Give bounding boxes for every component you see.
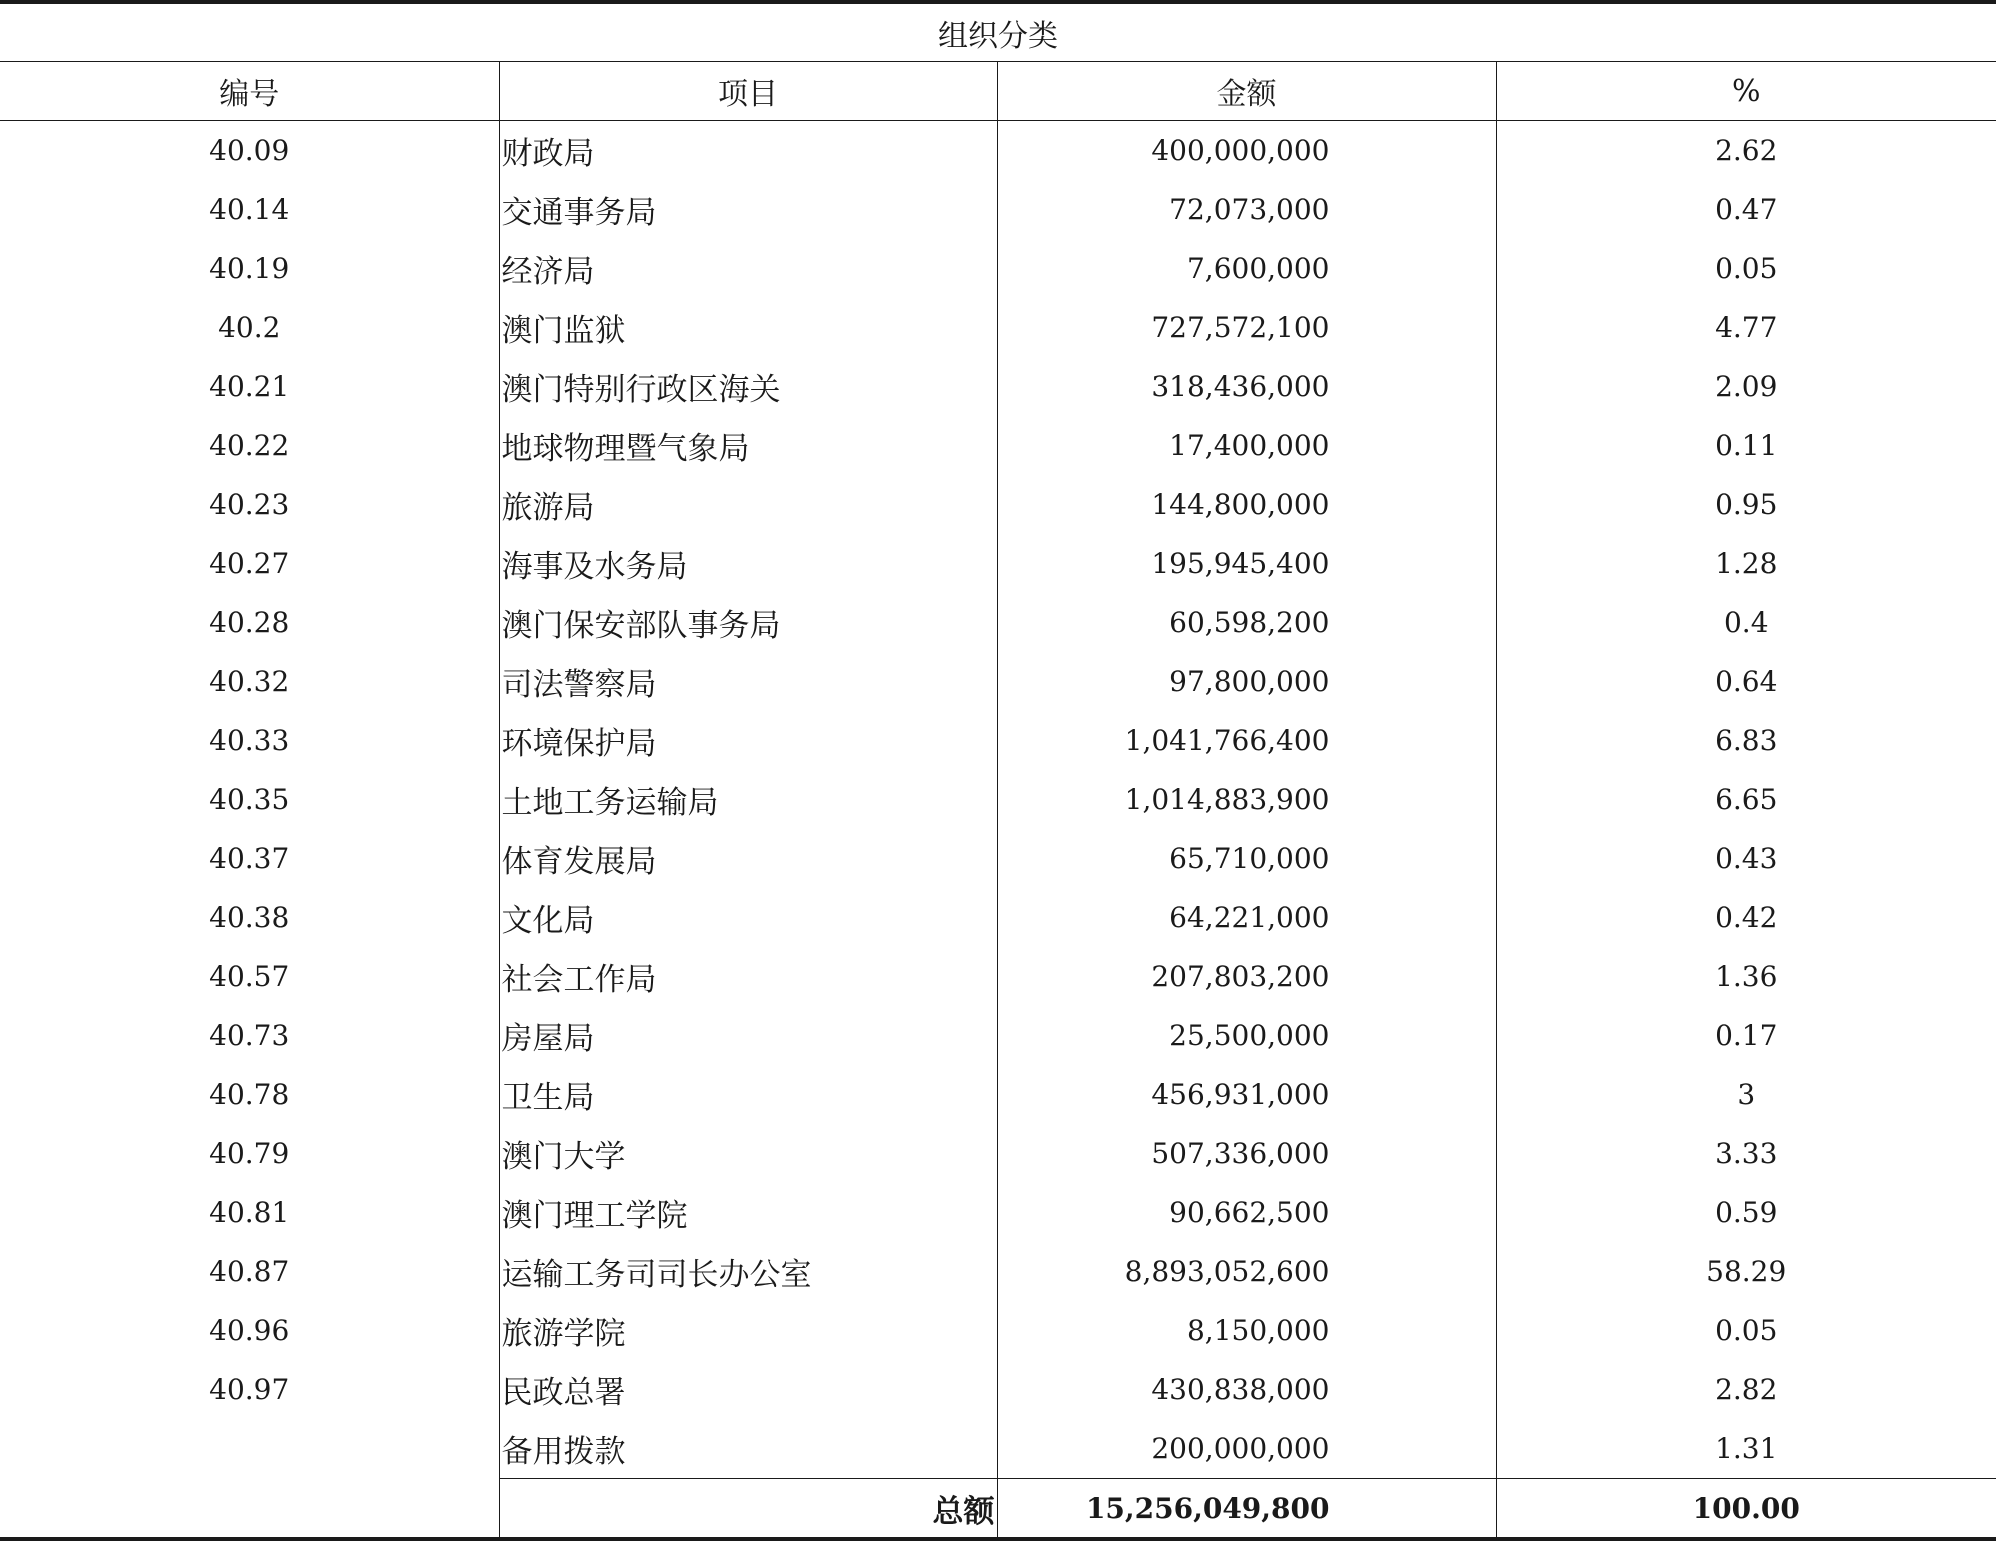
table-row (0, 1124, 1996, 1183)
row-amount: 507,336,000 (997, 1124, 1496, 1183)
row-amount: 17,400,000 (997, 416, 1496, 475)
row-item: 旅游学院 (499, 1301, 997, 1360)
row-amount: 727,572,100 (997, 298, 1496, 357)
row-code (0, 1419, 499, 1479)
row-code: 40.35 (209, 783, 290, 816)
row-code: 40.78 (209, 1078, 290, 1111)
table-row (0, 652, 1996, 711)
row-percent: 3.33 (1496, 1124, 1996, 1183)
row-item: 体育发展局 (499, 829, 997, 888)
row-item: 财政局 (499, 121, 997, 181)
row-item: 司法警察局 (499, 652, 997, 711)
row-percent: 1.28 (1496, 534, 1996, 593)
row-code: 40.33 (209, 724, 290, 757)
table-row (0, 1183, 1996, 1242)
row-percent: 58.29 (1496, 1242, 1996, 1301)
row-percent: 0.43 (1496, 829, 1996, 888)
table-row (0, 1301, 1996, 1360)
row-code: 40.32 (209, 665, 290, 698)
row-amount: 200,000,000 (997, 1419, 1496, 1479)
row-percent: 0.05 (1496, 239, 1996, 298)
table-row (0, 180, 1996, 239)
row-amount: 456,931,000 (997, 1065, 1496, 1124)
row-item: 文化局 (499, 888, 997, 947)
row-item: 澳门监狱 (499, 298, 997, 357)
header-amount: 金额 (997, 62, 1496, 121)
total-code-empty (0, 1479, 499, 1540)
row-code: 40.2 (218, 311, 281, 344)
table-row (0, 357, 1996, 416)
row-item: 房屋局 (499, 1006, 997, 1065)
row-code: 40.19 (209, 252, 290, 285)
row-code: 40.57 (209, 960, 290, 993)
header-item: 项目 (499, 62, 997, 121)
row-code: 40.96 (209, 1314, 290, 1347)
table-row (0, 1006, 1996, 1065)
row-code: 40.37 (209, 842, 290, 875)
row-code: 40.38 (209, 901, 290, 934)
table-row (0, 593, 1996, 652)
table-row (0, 1065, 1996, 1124)
row-percent: 1.36 (1496, 947, 1996, 1006)
row-item: 备用拨款 (499, 1419, 997, 1479)
table-row (0, 947, 1996, 1006)
row-percent: 0.42 (1496, 888, 1996, 947)
table-header-row (0, 62, 1996, 121)
total-label: 总额 (499, 1479, 997, 1540)
table-row (0, 121, 1996, 181)
total-percent: 100.00 (1496, 1479, 1996, 1540)
row-amount: 144,800,000 (997, 475, 1496, 534)
table-row (0, 298, 1996, 357)
row-item: 澳门大学 (499, 1124, 997, 1183)
total-amount: 15,256,049,800 (997, 1479, 1496, 1540)
row-item: 环境保护局 (499, 711, 997, 770)
row-amount: 65,710,000 (997, 829, 1496, 888)
row-percent: 0.64 (1496, 652, 1996, 711)
row-percent: 4.77 (1496, 298, 1996, 357)
row-code: 40.09 (209, 134, 290, 167)
row-code: 40.22 (209, 429, 290, 462)
row-amount: 1,014,883,900 (997, 770, 1496, 829)
table-title-row (0, 2, 1996, 62)
row-percent: 0.05 (1496, 1301, 1996, 1360)
row-code: 40.73 (209, 1019, 290, 1052)
row-percent: 1.31 (1496, 1419, 1996, 1479)
row-item: 地球物理暨气象局 (499, 416, 997, 475)
row-item: 经济局 (499, 239, 997, 298)
table-row (0, 1419, 1996, 1479)
row-item: 澳门理工学院 (499, 1183, 997, 1242)
row-amount: 400,000,000 (997, 121, 1496, 181)
table-row (0, 770, 1996, 829)
row-item: 旅游局 (499, 475, 997, 534)
table-row (0, 475, 1996, 534)
row-percent: 2.09 (1496, 357, 1996, 416)
row-amount: 1,041,766,400 (997, 711, 1496, 770)
row-percent: 3 (1496, 1065, 1996, 1124)
row-code: 40.79 (209, 1137, 290, 1170)
row-amount: 90,662,500 (997, 1183, 1496, 1242)
row-percent: 2.82 (1496, 1360, 1996, 1419)
row-amount: 430,838,000 (997, 1360, 1496, 1419)
row-amount: 72,073,000 (997, 180, 1496, 239)
row-item: 社会工作局 (499, 947, 997, 1006)
row-percent: 0.11 (1496, 416, 1996, 475)
row-percent: 6.83 (1496, 711, 1996, 770)
row-percent: 0.17 (1496, 1006, 1996, 1065)
row-amount: 318,436,000 (997, 357, 1496, 416)
row-code: 40.87 (209, 1255, 290, 1288)
row-item: 民政总署 (499, 1360, 997, 1419)
table-row (0, 1242, 1996, 1301)
table-row (0, 711, 1996, 770)
row-code: 40.81 (209, 1196, 290, 1229)
row-code: 40.23 (209, 488, 290, 521)
row-amount: 195,945,400 (997, 534, 1496, 593)
row-percent: 0.4 (1496, 593, 1996, 652)
row-amount: 25,500,000 (997, 1006, 1496, 1065)
row-item: 土地工务运输局 (499, 770, 997, 829)
table-row (0, 888, 1996, 947)
header-percent: % (1496, 62, 1996, 121)
table-row (0, 1360, 1996, 1419)
table-row (0, 534, 1996, 593)
row-item: 卫生局 (499, 1065, 997, 1124)
row-amount: 97,800,000 (997, 652, 1496, 711)
table-row (0, 239, 1996, 298)
row-percent: 0.95 (1496, 475, 1996, 534)
row-amount: 8,893,052,600 (997, 1242, 1496, 1301)
row-percent: 6.65 (1496, 770, 1996, 829)
row-code: 40.21 (209, 370, 290, 403)
table-row (0, 416, 1996, 475)
row-item: 澳门特别行政区海关 (499, 357, 997, 416)
row-item: 海事及水务局 (499, 534, 997, 593)
row-amount: 7,600,000 (997, 239, 1496, 298)
table-title: 组织分类 (0, 2, 1996, 62)
table-total-row (0, 1479, 1996, 1540)
row-amount: 64,221,000 (997, 888, 1496, 947)
row-item: 交通事务局 (499, 180, 997, 239)
header-code: 编号 (0, 62, 499, 121)
row-code: 40.14 (209, 193, 290, 226)
row-percent: 0.47 (1496, 180, 1996, 239)
row-percent: 2.62 (1496, 121, 1996, 181)
row-percent: 0.59 (1496, 1183, 1996, 1242)
row-item: 运输工务司司长办公室 (499, 1242, 997, 1301)
row-code: 40.28 (209, 606, 290, 639)
row-amount: 8,150,000 (997, 1301, 1496, 1360)
row-amount: 207,803,200 (997, 947, 1496, 1006)
row-code: 40.27 (209, 547, 290, 580)
row-item: 澳门保安部队事务局 (499, 593, 997, 652)
row-amount: 60,598,200 (997, 593, 1496, 652)
table-row (0, 829, 1996, 888)
row-code: 40.97 (209, 1373, 290, 1406)
